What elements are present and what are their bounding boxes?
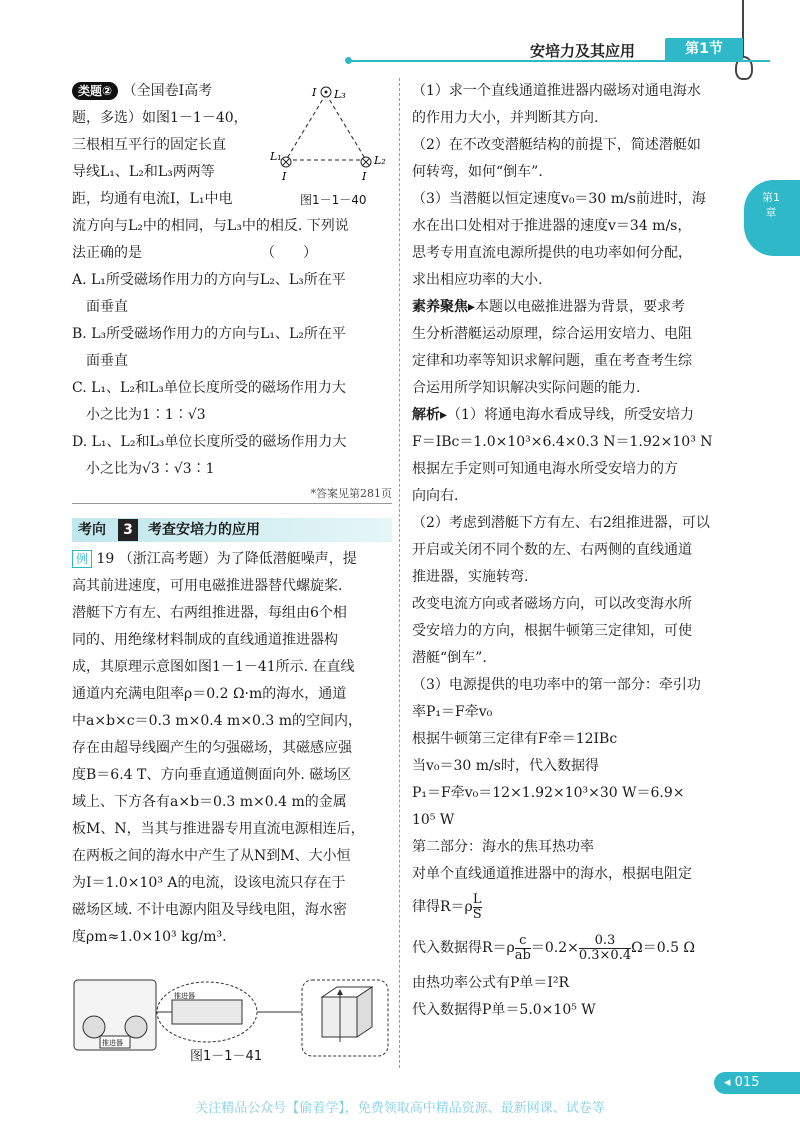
label-i-top: I [312, 86, 317, 99]
solution-line: P₁＝F牵v₀＝12×1.92×10³×30 W＝6.9× [412, 785, 685, 801]
solution-label: 解析▸ [412, 407, 448, 423]
example-line: 同的、用绝缘材料制成的直线通道推进器构 [72, 632, 338, 648]
example-line: 高其前进速度，可用电磁推进器替代螺旋桨. [72, 578, 343, 594]
option-a-cont: 面垂直 [72, 299, 128, 315]
example-line: 在两板之间的海水中产生了从N到M、大小恒 [72, 848, 351, 864]
solution-line: （2）考虑到潜艇下方有左、右2组推进器，可以 [412, 515, 710, 531]
question-tag: 类题② [72, 82, 118, 100]
right-column [412, 78, 728, 1024]
resistance-law-line: 律得R＝ρ $\frac{L}{S}$ [412, 891, 482, 922]
focus-line: 生分析潜艇运动原理，综合运用安培力、电阻 [412, 326, 692, 342]
option-b-cont: 面垂直 [72, 353, 128, 369]
question-line: 导线L₁、L₂和L₃两两等 [72, 164, 215, 180]
inlet-label: 推进器 [174, 992, 195, 1000]
subquestion-line: 求出相应功率的大小. [412, 272, 543, 288]
solution-line: 向向右. [412, 488, 459, 504]
solution-line: 受安培力的方向，根据牛顿第三定律知，可使 [412, 623, 692, 639]
option-c: C. L₁、L₂和L₃单位长度所受的磁场作用力大 [72, 380, 346, 396]
solution-line: 根据左手定则可知通电海水所受安培力的方 [412, 461, 678, 477]
section-badge: 第1节 [665, 38, 743, 60]
column-divider [399, 78, 400, 1068]
fraction-values: $\frac{0.3}{0.3\times 0.4}$ [578, 932, 632, 963]
solution-line: 当v₀＝30 m/s时，代入数据得 [412, 758, 599, 774]
outlet-label: 推进器 [102, 1039, 123, 1047]
solution-line: 第二部分：海水的焦耳热功率 [412, 839, 594, 855]
example-line: 板M、N，当其与推进器专用直流电源相连后， [72, 821, 365, 837]
example-tag: 例 [72, 550, 92, 568]
question-line: 距，均通有电流I，L₁中电 [72, 191, 233, 207]
label-l3: L₃ [334, 88, 346, 101]
label-i-left: I [282, 170, 287, 183]
question-line: 三根相互平行的固定长直 [72, 137, 226, 153]
figure-caption-40: 图1－1－40 [300, 193, 367, 207]
chapter-label: 第1章 [762, 191, 780, 219]
page-number: ◂ 015 [714, 1072, 800, 1094]
solution-line: 率P₁＝F牵v₀ [412, 704, 493, 720]
subquestion-line: （3）当潜艇以恒定速度v₀＝30 m/s前进时，海 [412, 191, 706, 207]
topic-label: 考向 [78, 522, 106, 538]
question-line: 法正确的是 （ ） [72, 245, 317, 261]
solution-line: 潜艇“倒车”. [412, 650, 487, 666]
question-line: 类题② （全国卷Ⅰ高考 [72, 78, 392, 105]
option-b: B. L₃所受磁场作用力的方向与L₁、L₂所在平 [72, 326, 346, 342]
subquestion-line: 何转弯，如何“倒车”. [412, 164, 543, 180]
label-i-right: I [362, 170, 367, 183]
option-d: D. L₁、L₂和L₃单位长度所受的磁场作用力大 [72, 434, 347, 450]
subquestion-line: （2）在不改变潜艇结构的前提下，简述潜艇如 [412, 137, 701, 153]
triangle-side [326, 94, 366, 160]
example-line: 磁场区域. 不计电源内阻及导线电阻，海水密 [72, 902, 347, 918]
subquestion-line: 的作用力大小，并判断其方向. [412, 110, 599, 126]
solution-line: 推进器，实施转弯. [412, 569, 529, 585]
example-line: 为I＝1.0×10³ A的电流，设该电流只存在于 [72, 875, 346, 891]
left-column [72, 78, 392, 951]
example-line: 成，其原理示意图如图1－1－41所示. 在直线 [72, 659, 355, 675]
chapter-side-tab [744, 180, 800, 256]
option-a: A. L₁所受磁场作用力的方向与L₂、L₃所在平 [72, 272, 346, 288]
example-line: 存在由超导线圈产生的匀强磁场，其磁感应强 [72, 740, 352, 756]
thruster-channel [172, 1000, 242, 1024]
solution-line: 解析▸（1）将通电海水看成导线，所受安培力 [412, 407, 694, 423]
footer-watermark: 关注精品公众号【偷着学】，免费领取高中精品资源、最新网课、试卷等 [195, 1101, 605, 1116]
example-line: 域上、下方各有a×b＝0.3 m×0.4 m的金属 [72, 794, 347, 810]
option-d-cont: 小之比为√3∶√3∶1 [72, 461, 215, 477]
wire-triangle-diagram [270, 80, 395, 195]
label-l1: L₁ [270, 150, 282, 163]
focus-line: 定律和功率等知识求解问题，重在考查考生综 [412, 353, 692, 369]
solution-line: 开启或关闭不同个数的左、右两侧的直线通道 [412, 542, 692, 558]
focus-label: 素养聚焦▸ [412, 299, 476, 315]
topic-bar [72, 518, 392, 542]
example-line: 通道内充满电阻率ρ＝0.2 Ω·m的海水，通道 [72, 686, 347, 702]
question-line: 流方向与L₂中的相同，与L₃中的相反. 下列说 [72, 218, 349, 234]
option-c-cont: 小之比为1∶1∶√3 [72, 407, 206, 423]
solution-line: （3）电源提供的电功率中的第一部分：牵引功 [412, 677, 701, 693]
question-line: 题，多选）如图1－1－40， [72, 110, 248, 126]
solution-line: 改变电流方向或者磁场方向，可以改变海水所 [412, 596, 692, 612]
thruster-left-icon [83, 1016, 105, 1038]
label-l2: L₂ [374, 154, 386, 167]
heat-power-line: 由热功率公式有P单＝I²R [412, 975, 570, 991]
subquestion-line: 思考专用直流电源所提供的电功率如何分配， [412, 245, 692, 261]
page-title: 安培力及其应用 [530, 42, 636, 60]
fraction-c-over-ab: $\frac{c}{ab}$ [514, 932, 531, 963]
solution-line: F＝IBc＝1.0×10³×6.4×0.3 N＝1.92×10³ N [412, 434, 713, 450]
header-dot [345, 57, 352, 64]
example-line: 度B＝6.4 T、方向垂直通道侧面向外. 磁场区 [72, 767, 352, 783]
subquestion-line: 水在出口处相对于推进器的速度v＝34 m/s， [412, 218, 692, 234]
example-line: 潜艇下方有左、右两组推进器，每组由6个相 [72, 605, 347, 621]
solution-line: 对单个直线通道推进器中的海水，根据电阻定 [412, 866, 692, 882]
triangle-side [286, 94, 326, 160]
example-line: 中a×b×c＝0.3 m×0.4 m×0.3 m的空间内， [72, 713, 363, 729]
fraction-l-over-s: $\frac{L}{S}$ [472, 891, 482, 922]
solution-line: 10⁵ W [412, 812, 455, 828]
focus-line: 素养聚焦▸本题以电磁推进器为背景，要求考 [412, 299, 686, 315]
topic-number: 3 [118, 519, 138, 541]
figure-caption-41: 图1－1－41 [190, 1049, 263, 1064]
focus-line: 合运用所学知识解决实际问题的能力. [412, 380, 641, 396]
final-result-line: 代入数据得P单＝5.0×10⁵ W [412, 1002, 596, 1018]
answer-reference: *答案见第281页 [72, 485, 392, 504]
example-line: 度ρm≈1.0×10³ kg/m³. [72, 929, 227, 945]
topic-title: 考查安培力的应用 [148, 522, 260, 538]
solution-line: 根据牛顿第三定律有F牵＝12IBc [412, 731, 618, 747]
subquestion-line: （1）求一个直线通道推进器内磁场对通电海水 [412, 83, 701, 99]
thruster-right-icon [125, 1016, 147, 1038]
example-line: 例 19 （浙江高考题）为了降低潜艇噪声，提 [72, 546, 392, 573]
substitution-line: 代入数据得R＝ρ $\frac{c}{ab}$ ＝0.2× $\frac{0.3}{0.3\times 0.4}$ Ω＝0.5 Ω [412, 932, 696, 963]
